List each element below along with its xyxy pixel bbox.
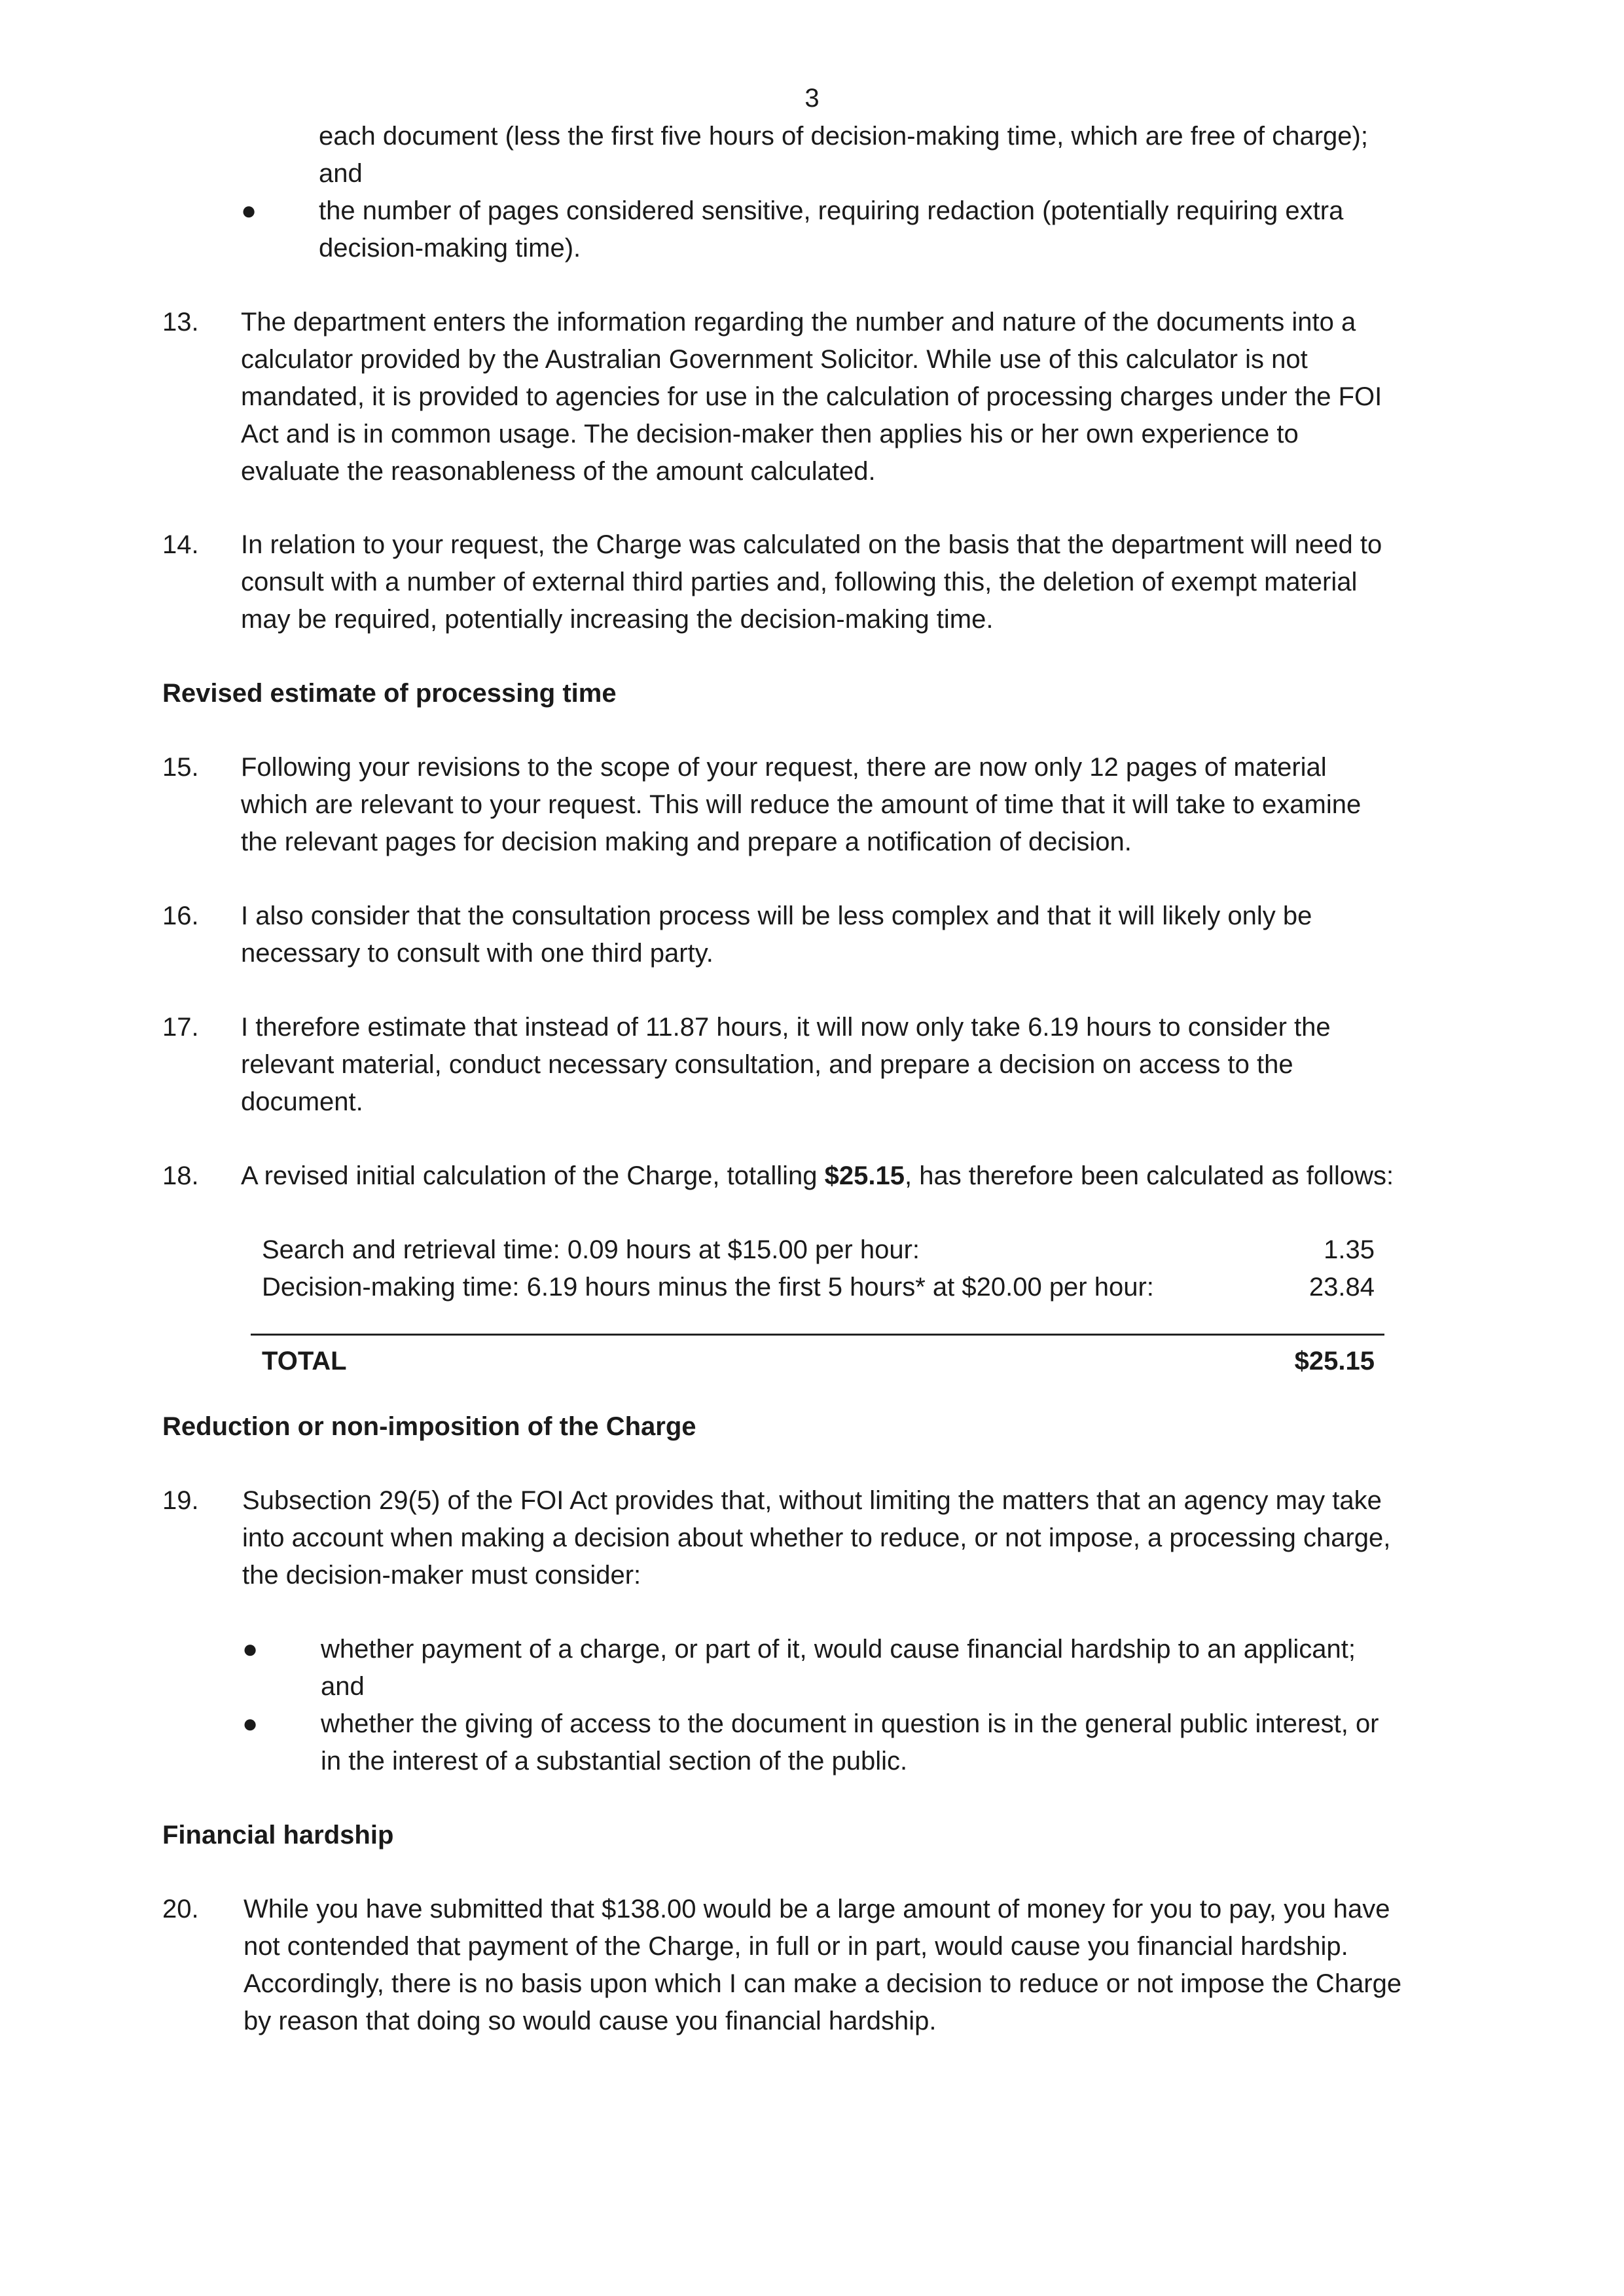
paragraph-number: 15. bbox=[162, 753, 199, 782]
bullet-text-line: each document (less the first five hours of decision-making time, which are free of charge); bbox=[319, 122, 1368, 151]
paragraph-line: Following your revisions to the scope of your request, there are now only 12 pages of material bbox=[241, 753, 1327, 782]
paragraph-line: consult with a number of external third parties and, following this, the deletion of exempt material bbox=[241, 568, 1358, 596]
paragraph-line: While you have submitted that $138.00 would be a large amount of money for you to pay, you have bbox=[244, 1895, 1390, 1923]
paragraph-line: relevant material, conduct necessary consultation, and prepare a decision on access to the bbox=[241, 1050, 1293, 1079]
paragraph-13 bbox=[241, 304, 1452, 490]
paragraph-line: by reason that doing so would cause you financial hardship. bbox=[244, 2007, 937, 2035]
bullet-text-line: and bbox=[321, 1672, 365, 1701]
section-heading: Revised estimate of processing time bbox=[162, 679, 617, 708]
paragraph-line: Act and is in common usage. The decision-maker then applies his or her own experience to bbox=[241, 420, 1299, 448]
bullet-item bbox=[321, 1705, 1379, 1780]
section-heading: Financial hardship bbox=[162, 1821, 394, 1850]
paragraph-line: The department enters the information regarding the number and nature of the documents into a bbox=[241, 308, 1356, 337]
page-number: 3 bbox=[804, 84, 820, 113]
bullet-item bbox=[319, 192, 1343, 267]
paragraph-line: not contended that payment of the Charge, in full or in part, would cause you financial hardship. bbox=[244, 1932, 1348, 1961]
paragraph-text: A revised initial calculation of the Charge, totalling bbox=[241, 1161, 825, 1190]
section-heading: Reduction or non-imposition of the Charge bbox=[162, 1412, 696, 1441]
paragraph-line: which are relevant to your request. This will reduce the amount of time that it will take to examine bbox=[241, 790, 1362, 819]
total-amount: $25.15 bbox=[1294, 1347, 1375, 1376]
bullet-text-line: decision-making time). bbox=[319, 234, 581, 263]
paragraph-line: evaluate the reasonableness of the amount calculated. bbox=[241, 457, 876, 486]
paragraph-20 bbox=[244, 1891, 1454, 2040]
bullet-text-line: the number of pages considered sensitive, requiring redaction (potentially requiring extra bbox=[319, 196, 1344, 225]
paragraph-14 bbox=[241, 526, 1452, 638]
paragraph-line: document. bbox=[241, 1087, 363, 1116]
paragraph-number: 19. bbox=[162, 1486, 199, 1515]
charge-amount: $25.15 bbox=[824, 1161, 905, 1190]
paragraph-line: Subsection 29(5) of the FOI Act provides that, without limiting the matters that an agency may take bbox=[242, 1486, 1382, 1515]
bullet-item bbox=[321, 1631, 1356, 1705]
paragraph-18 bbox=[241, 1157, 1452, 1195]
paragraph-19 bbox=[242, 1482, 1453, 1594]
bullet-text-line: whether payment of a charge, or part of it, would cause financial hardship to an applicant; bbox=[321, 1635, 1356, 1664]
bullet-text-line: and bbox=[319, 159, 363, 188]
paragraph-number: 17. bbox=[162, 1013, 199, 1042]
paragraph-line: In relation to your request, the Charge was calculated on the basis that the department will need to bbox=[241, 530, 1382, 559]
paragraph-line: the relevant pages for decision making and prepare a notification of decision. bbox=[241, 828, 1132, 856]
paragraph-line: Accordingly, there is no basis upon which I can make a decision to reduce or not impose the Charge bbox=[244, 1969, 1402, 1998]
bullet-dot-icon: ● bbox=[241, 196, 257, 225]
calculation-label: Search and retrieval time: 0.09 hours at $15.00 per hour: bbox=[262, 1235, 920, 1264]
calculation-amount: 1.35 bbox=[1324, 1235, 1375, 1264]
paragraph-line: I therefore estimate that instead of 11.87 hours, it will now only take 6.19 hours to consider the bbox=[241, 1013, 1331, 1042]
paragraph-line: the decision-maker must consider: bbox=[242, 1561, 641, 1590]
paragraph-line: necessary to consult with one third party. bbox=[241, 939, 713, 968]
calculation-label: Decision-making time: 6.19 hours minus the first 5 hours* at $20.00 per hour: bbox=[262, 1273, 1154, 1302]
bullet-text-line: whether the giving of access to the document in question is in the general public interest, or bbox=[321, 1709, 1379, 1738]
paragraph-line: may be required, potentially increasing the decision-making time. bbox=[241, 605, 994, 634]
total-divider bbox=[251, 1334, 1384, 1336]
bullet-dot-icon: ● bbox=[242, 1709, 259, 1738]
paragraph-number: 13. bbox=[162, 308, 199, 337]
paragraph-number: 20. bbox=[162, 1895, 199, 1923]
paragraph-number: 16. bbox=[162, 902, 199, 930]
bullet-text-line: in the interest of a substantial section of the public. bbox=[321, 1747, 908, 1776]
paragraph-line: calculator provided by the Australian Government Solicitor. While use of this calculator is not bbox=[241, 345, 1308, 374]
paragraph-line: into account when making a decision about whether to reduce, or not impose, a processing charge, bbox=[242, 1523, 1391, 1552]
paragraph-text: , has therefore been calculated as follows: bbox=[904, 1161, 1394, 1190]
total-label: TOTAL bbox=[262, 1347, 347, 1376]
paragraph-number: 14. bbox=[162, 530, 199, 559]
paragraph-line: mandated, it is provided to agencies for use in the calculation of processing charges under the FOI bbox=[241, 382, 1382, 411]
paragraph-16 bbox=[241, 898, 1452, 972]
paragraph-17 bbox=[241, 1009, 1452, 1121]
paragraph-line: I also consider that the consultation process will be less complex and that it will likely only be bbox=[241, 902, 1312, 930]
bullet-item bbox=[319, 118, 1368, 192]
bullet-dot-icon: ● bbox=[242, 1635, 259, 1664]
calculation-amount: 23.84 bbox=[1308, 1273, 1375, 1302]
paragraph-number: 18. bbox=[162, 1161, 199, 1190]
paragraph-15 bbox=[241, 749, 1452, 861]
